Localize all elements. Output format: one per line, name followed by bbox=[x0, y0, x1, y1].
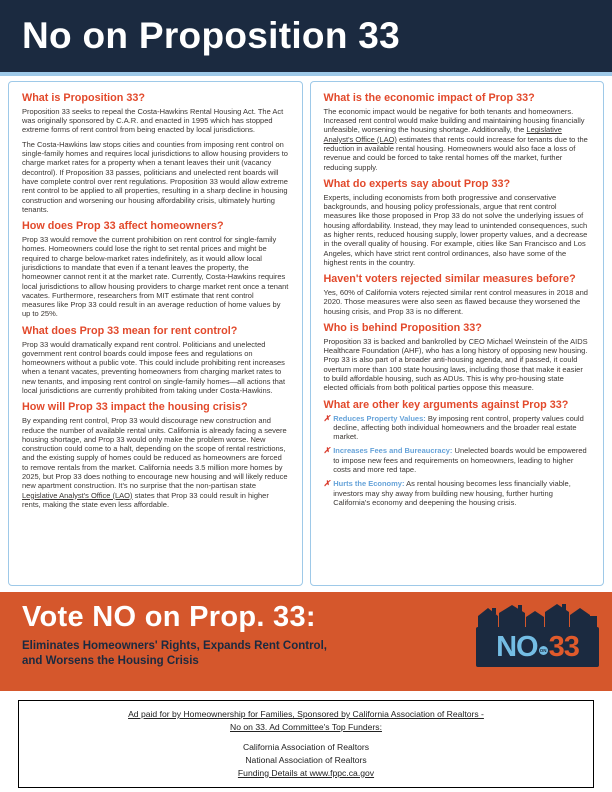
inline-link[interactable]: Legislative Analyst's Office (LAO) bbox=[323, 125, 562, 144]
body-paragraph bbox=[324, 193, 591, 267]
body-paragraph bbox=[22, 340, 289, 396]
x-mark-icon: ✗ bbox=[323, 479, 331, 489]
right-column bbox=[310, 81, 605, 586]
disclaimer-line2: No on 33. Ad Committee's Top Funders: bbox=[230, 721, 382, 732]
logo-box bbox=[476, 627, 599, 667]
section-heading: How will Prop 33 impact the housing crisis? bbox=[22, 401, 248, 414]
no-on-33-logo bbox=[476, 603, 599, 667]
bullet-lead: Increases Fees and Bureaucracy: bbox=[333, 446, 453, 456]
body-paragraph bbox=[324, 288, 591, 316]
body-text: Proposition 33 is backed and bankrolled by CEO Michael Weinstein of the AIDS Healthcare Foundation (AHF), who has a long history of opposing new housing. Prop 33 is also part of a broader anti-housing agenda, and if passed, it could overturn more than 100 state housing laws, including those that make it easier to build affordable housing, such as ADUs. This is why pro-housing state elected officials from both political parties oppose this measure. bbox=[323, 336, 588, 393]
inline-link[interactable]: Legislative Analyst's Office (LAO) bbox=[22, 490, 133, 500]
section-heading: What is the economic impact of Prop 33? bbox=[323, 92, 535, 104]
section-heading: Haven't voters rejected similar measures before? bbox=[323, 273, 576, 286]
body-text: Proposition 33 seeks to repeal the Costa-Hawkins Rental Housing Act. The Act was originally sponsored by C.A.R. and enacted in 1995 which has stopped extreme forms of rent control from being enacted by local jurisdictions. bbox=[22, 106, 284, 135]
x-mark-icon: ✗ bbox=[323, 413, 331, 423]
ad-disclaimer-box bbox=[18, 700, 594, 788]
bullet-text bbox=[333, 479, 590, 507]
section-heading: What are other key arguments against Prop 33? bbox=[323, 398, 569, 411]
section-heading: What does Prop 33 mean for rent control? bbox=[22, 324, 238, 337]
bullet-lead: Hurts the Economy: bbox=[333, 479, 405, 489]
x-mark-icon: ✗ bbox=[323, 446, 331, 456]
logo-no-text: NO bbox=[496, 630, 538, 663]
bullet-lead: Reduces Property Values: bbox=[333, 413, 426, 423]
argument-bullet bbox=[324, 479, 591, 507]
body-text: Prop 33 would dramatically expand rent control. Politicians and unelected government rent control boards could impose fees and regulations on homeowners without a public vote. This could include prohibiting rent increases when a tenant vacates, preventing homeowners from charging market rates to new tenants, and imposing rent control on single-family homes—all actions that local jurisdictions are currently prohibited from taking under Costa-Hawkins. bbox=[22, 339, 286, 396]
logo-on-badge: ON bbox=[539, 647, 547, 653]
bullet-body: Unelected boards would be empowered to impose new fees and requirements on homeowners, leading to higher costs and more red tape. bbox=[333, 446, 587, 474]
argument-bullet bbox=[324, 446, 591, 474]
argument-bullet bbox=[324, 414, 591, 442]
section-heading: Who is behind Proposition 33? bbox=[323, 321, 482, 334]
page-title: No on Proposition 33 bbox=[22, 15, 401, 56]
body-text: Prop 33 would remove the current prohibition on rent control for single-family homes. Homeowners could lose the right to set rental prices and might be required to charge below-market rates indefinitely, as it would allow local jurisdictions to mandate that even if a tenant leaves the property, the homeowner cannot rent it at the market rate. Currently, Costa-Hawkins requires local jurisdictions to allow housing providers to charge market rent once a tenant vacates. Furthermore, researchers from MIT estimate that rent control measures like Prop 33 could result in an average reduction of home values by up to 25%. bbox=[22, 235, 289, 319]
body-text: estimates that rents could increase for tenants due to the reduction in available rental housing. Homeowners would also face a loss of revenue and could be forced to take rental homes off the market, further reducing supply. bbox=[323, 134, 588, 172]
header-band bbox=[0, 0, 612, 76]
body-paragraph bbox=[324, 337, 591, 393]
disclaimer-line1: Ad paid for by Homeownership for Families, Sponsored by California Association of Realtors - bbox=[128, 709, 484, 719]
funder-1: California Association of Realtors bbox=[242, 741, 370, 752]
body-text: The Costa-Hawkins law stops cities and counties from imposing rent control on single-family homes and requires local jurisdictions to allow housing providers to charge market rates for a property when a tenant leaves their unit (vacancy decontrol). If Proposition 33 passes, politicians and unelected rent boards will have complete control over rent regulations. Proposition 33 would allow extreme rent control to be applied to all properties, resulting in a sharp decline in housing construction and worsening our housing affordability crisis, ultimately hurting tenants. bbox=[22, 139, 288, 214]
vote-no-banner bbox=[0, 592, 612, 691]
bullet-text bbox=[333, 446, 590, 474]
disclaimer-spacer bbox=[27, 734, 585, 741]
banner-title: Vote NO on Prop. 33: bbox=[22, 601, 316, 633]
body-paragraph bbox=[22, 416, 289, 509]
body-text: Yes, 60% of California voters rejected similar rent control measures in 2018 and 2020. Those measures were also seen as flawed because they worsened the housing crisis, and Prop 33 is no different. bbox=[323, 288, 588, 316]
funder-2: National Association of Realtors bbox=[245, 754, 367, 765]
bullet-body: By imposing rent control, property values could decline, affecting both individual homeowners and the broader real estate market. bbox=[333, 413, 584, 442]
banner-subtitle-line1: Eliminates Homeowners' Rights, Expands Rent Control, bbox=[22, 640, 327, 652]
body-text: Experts, including economists from both progressive and conservative backgrounds, and housing policy professionals, argue that rent control measures like those proposed in Prop 33 do not solve the underlying issues of housing affordability. Instead, they may lead to unintended consequences, such as higher rents, reduced housing supply, lower property values, and a decrease in the overall quality of housing. For example, cities like San Francisco and Los Angeles, which have strict rent control ordinances, also have some of the highest rents in the country. bbox=[323, 192, 588, 267]
section-heading: What do experts say about Prop 33? bbox=[323, 177, 511, 190]
section-heading: How does Prop 33 affect homeowners? bbox=[22, 220, 224, 233]
section-heading: What is Proposition 33? bbox=[22, 92, 145, 104]
houses-silhouette-icon bbox=[476, 603, 599, 628]
bullet-text bbox=[333, 414, 590, 442]
footer bbox=[0, 691, 612, 788]
banner-subtitle-line2: and Worsens the Housing Crisis bbox=[22, 654, 199, 667]
logo-33-text: 33 bbox=[548, 630, 579, 663]
body-paragraph bbox=[324, 107, 591, 172]
bullet-body: As rental housing becomes less financially viable, investors may shy away from building new housing, further hurting California's economy and deepening the housing crisis. bbox=[333, 479, 571, 507]
body-text: states that Prop 33 could result in higher rents, making the state even less affordable. bbox=[22, 490, 269, 509]
body-paragraph bbox=[22, 140, 289, 214]
qa-content bbox=[0, 76, 612, 592]
body-paragraph bbox=[22, 107, 289, 135]
left-column bbox=[8, 81, 303, 586]
funding-details-link[interactable]: Funding Details at www.fppc.ca.gov bbox=[237, 767, 375, 778]
body-text: By expanding rent control, Prop 33 would discourage new construction and reduce the number of available rental units. California is already facing a severe housing shortage, and Prop 33 would only make the problem worse. New construction could come to a halt, depending on the scope of rental restrictions, and the existing supply of homes could be reduced as homeowners are forced to remove rentals from the market. California needs 3.5 million more homes by 2025, but Prop 33 does nothing to encourage new housing and will likely reduce new apartment construction. It's no surprise that the non-partisan state bbox=[22, 416, 288, 491]
body-paragraph bbox=[22, 235, 289, 319]
body-text: The economic impact would be negative for both tenants and homeowners. Increased rent control would make building and maintaining housing financially unfeasible, worsening the housing shortage. Additionally, the bbox=[323, 106, 585, 135]
